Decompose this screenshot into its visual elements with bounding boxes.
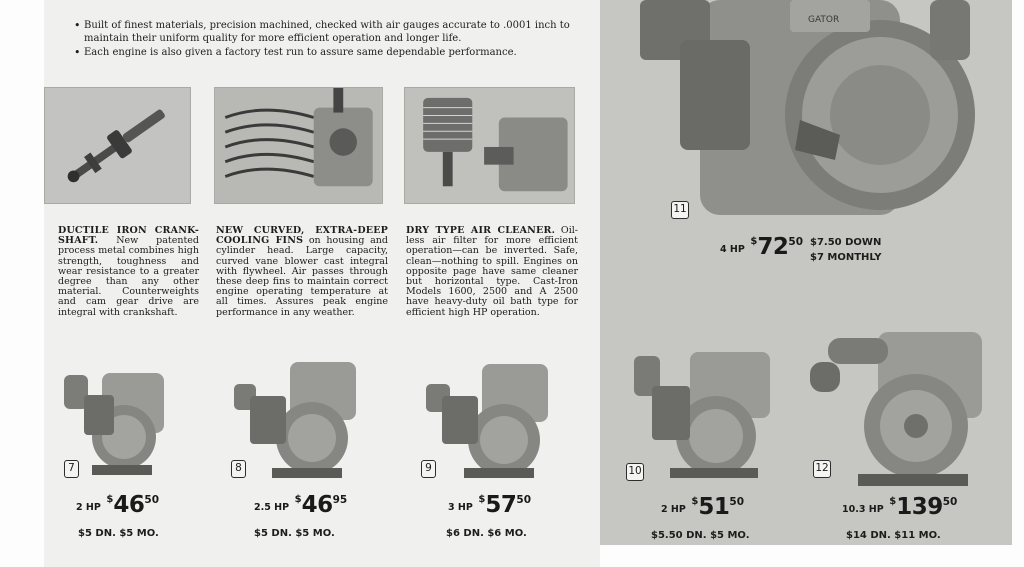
engine-10-terms: $5.50 DN. $5 MO. (651, 530, 750, 541)
bullet-factory-test: • Each engine is also given a factory test run to assure same dependable performance. (72, 47, 592, 60)
air-cleaner-body: Oil-less air filter for more efficient operation—can be inverted. Safe, clean—nothing to spill. Engines on opposite page have same cleaner but horizontal type. Cast-Iron Models 1600, 2500 and A 2500 have heavy-duty oil bath type for efficient high HP operation. (406, 225, 578, 318)
engine-10-number: 10 (626, 463, 644, 481)
cooling-fins-body: on housing and cylinder head. Large capacity, curved vane blower cast integral with flywheel. Air passes through these deep fins to maintain correct engine operating temperature at all times. Assures peak engine performance in any weather. (216, 235, 388, 318)
engine-12-hp: 10.3 HP (842, 504, 884, 515)
cooling-fins-heading: NEW CURVED, EXTRA-DEEP COOLING FINS (216, 225, 388, 247)
engine-7-number: 7 (64, 460, 79, 478)
engine-12-photo (808, 328, 988, 488)
engine-8-hp: 2.5 HP (254, 502, 290, 513)
engine-7-price-whole: 46 (113, 492, 145, 518)
engine-7-price (76, 492, 159, 518)
engine-12-number: 12 (813, 460, 831, 478)
air-cleaner-heading: DRY TYPE AIR CLEANER. (406, 225, 556, 236)
engine-7-price-cents: 50 (144, 494, 160, 506)
air-cleaner-description (406, 226, 578, 318)
engine-11-terms (810, 235, 881, 265)
engine-8-terms: $5 DN. $5 MO. (254, 528, 335, 539)
engine-12-price (842, 494, 957, 520)
engine-7-hp: 2 HP (76, 502, 101, 513)
engine-10-dollar: $ (691, 496, 699, 507)
engine-11-hp: 4 HP (720, 244, 745, 255)
engine-10-price-cents: 50 (729, 496, 745, 508)
cooling-fins-photo (214, 87, 383, 204)
crankshaft-body: New patented process metal combines high strength, toughness and wear resistance to a greater degree than any other material. Counterweights and cam gear drive are integral with crankshaft. (58, 235, 199, 318)
engine-9-price-whole: 57 (485, 492, 517, 518)
engine-8-number: 8 (231, 460, 246, 478)
feature-bullets (72, 20, 592, 62)
cooling-fins-description (216, 226, 388, 318)
engine-10-price (661, 494, 744, 520)
bullet-precision: • Built of finest materials, precision machined, checked with air gauges accurate to .0001 inch to maintain their uniform quality for more efficient operation and longer life. (72, 20, 592, 45)
engine-11-dollar: $ (750, 236, 758, 247)
engine-12-price-whole: 139 (896, 494, 943, 520)
crankshaft-description (58, 226, 199, 318)
crankshaft-photo (44, 87, 191, 204)
engine-9-hp: 3 HP (448, 502, 473, 513)
engine-11-terms-monthly: $7 MONTHLY (810, 252, 882, 263)
engine-9-price-cents: 50 (516, 494, 532, 506)
engine-11-terms-down: $7.50 DOWN (810, 237, 882, 248)
engine-11-price (720, 234, 803, 260)
engine-8-price-cents: 95 (332, 494, 348, 506)
engine-9-dollar: $ (478, 494, 486, 505)
engine-12-price-cents: 50 (942, 496, 958, 508)
engine-8-price-whole: 46 (301, 492, 333, 518)
engine-9-photo (422, 362, 552, 480)
engine-9-number: 9 (421, 460, 436, 478)
engine-11-number: 11 (671, 201, 689, 219)
engine-12-terms: $14 DN. $11 MO. (846, 530, 941, 541)
engine-11-plate: GATOR (808, 15, 840, 25)
engine-7-terms: $5 DN. $5 MO. (78, 528, 159, 539)
engine-12-dollar: $ (889, 496, 897, 507)
engine-8-dollar: $ (294, 494, 302, 505)
engine-10-hp: 2 HP (661, 504, 686, 515)
engine-10-price-whole: 51 (698, 494, 730, 520)
engine-8-price (254, 492, 347, 518)
engine-7-dollar: $ (106, 494, 114, 505)
crankshaft-heading: DUCTILE IRON CRANK-SHAFT. (58, 225, 199, 247)
engine-11-photo (640, 0, 980, 228)
air-cleaner-photo (404, 87, 575, 204)
engine-11-price-cents: 50 (788, 236, 804, 248)
engine-10-photo (630, 348, 776, 480)
engine-8-photo (232, 360, 360, 480)
engine-9-terms: $6 DN. $6 MO. (446, 528, 527, 539)
engine-9-price (448, 492, 531, 518)
engine-11-price-whole: 72 (757, 234, 789, 260)
